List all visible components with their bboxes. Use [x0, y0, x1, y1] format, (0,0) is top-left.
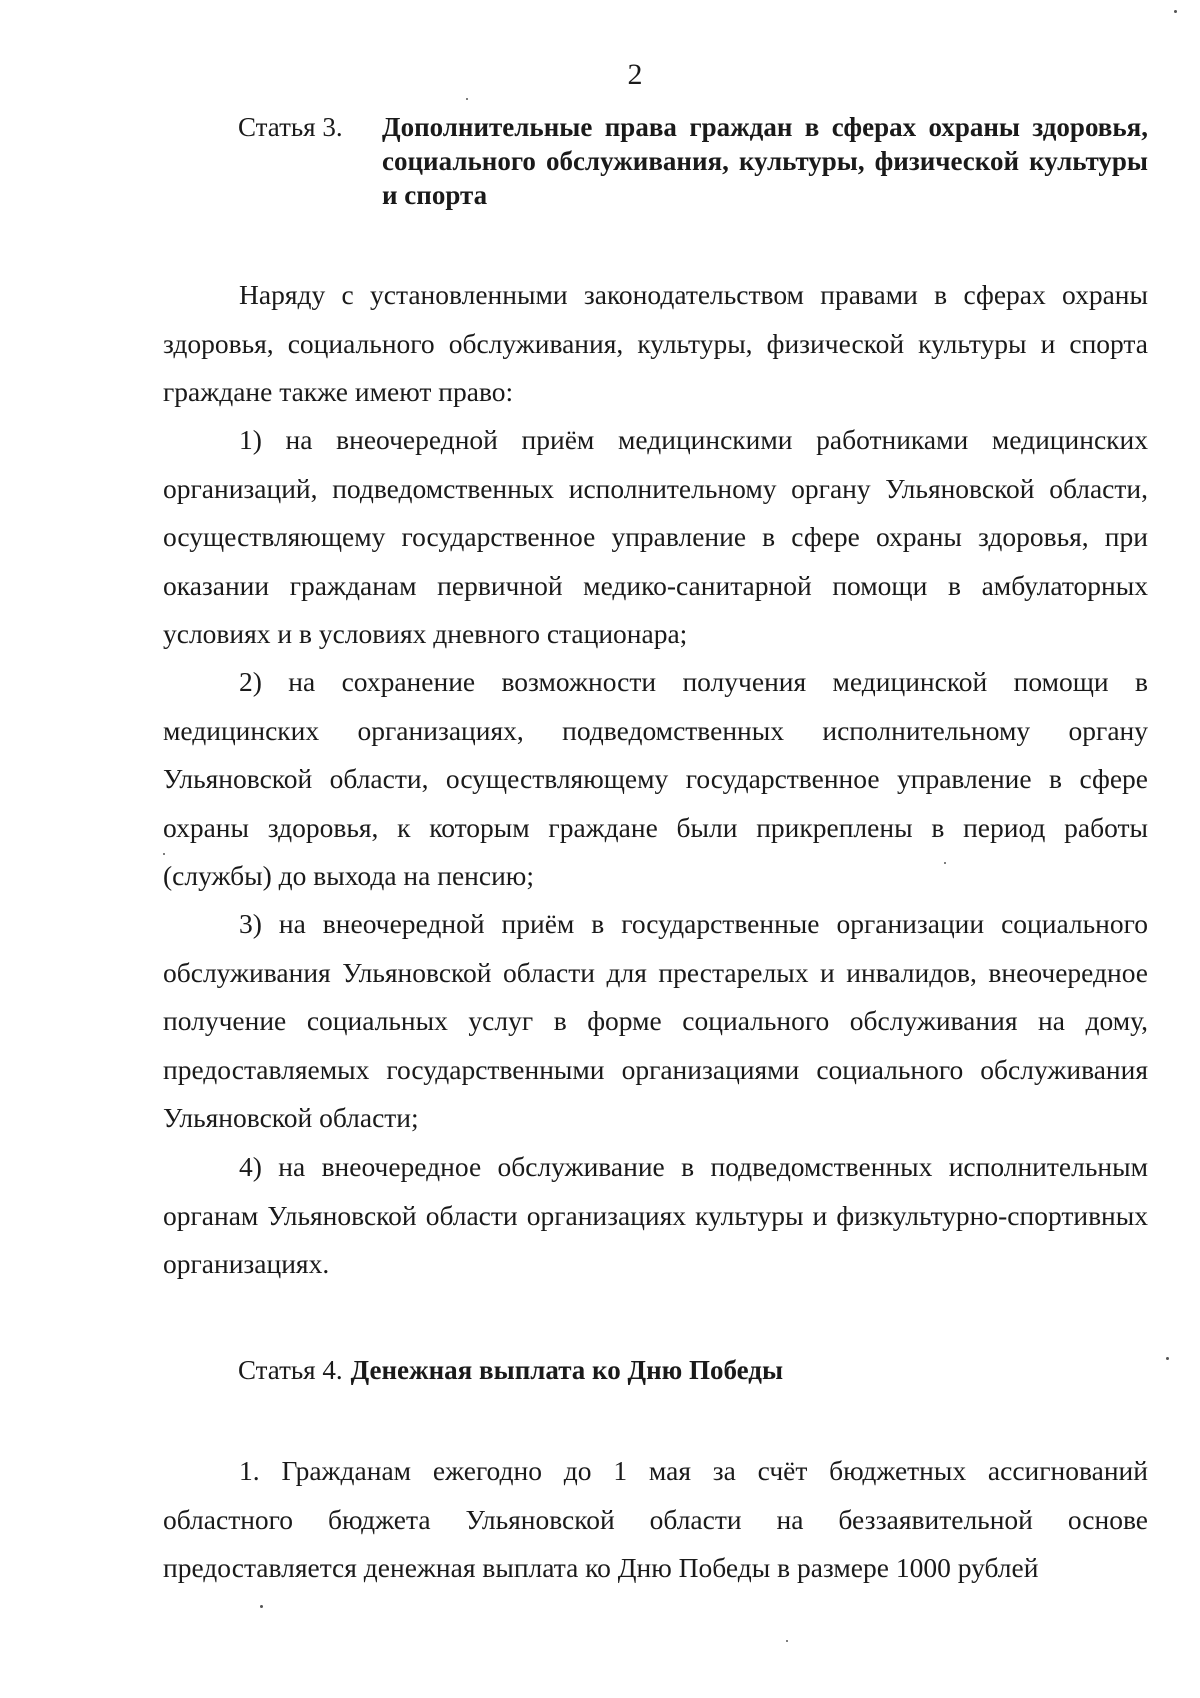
article-3-item-1: 1) на внеочередной приём медицинскими работниками медицинских организаций, подведомственных исполнительному органу Ульяновской области, осуществляющему государственное управление в сфере охраны здоровья, при оказании гражданам первичной медико-санитарной помощи в амбулаторных условиях и в условиях дневного стационара; [163, 424, 1148, 650]
scan-speck [786, 1640, 788, 1642]
article-4-heading [238, 1353, 1148, 1387]
article-4-item-1: 1. Гражданам ежегодно до 1 мая за счёт бюджетных ассигнований областного бюджета Ульяновской области на беззаявительной основе предоставляется денежная выплата ко Дню Победы в размере 1000 рублей [163, 1455, 1148, 1584]
scan-speck [163, 853, 165, 855]
page-number: 2 [627, 58, 643, 91]
scan-speck [260, 1605, 263, 1608]
scan-speck [1166, 1357, 1169, 1360]
scan-speck [1174, 10, 1177, 13]
scan-speck [944, 862, 946, 864]
article-3-item-3: 3) на внеочередной приём в государственные организации социального обслуживания Ульяновской области для престарелых и инвалидов, внеочередное получение социальных услуг в форме социального обслуживания на дому, предоставляемых государственными организациями социального обслуживания Ульяновской области; [163, 908, 1148, 1134]
article-3-number: Статья 3. [238, 112, 343, 142]
scan-speck [466, 98, 468, 100]
article-3-heading [238, 110, 1148, 212]
article-3-item-2: 2) на сохранение возможности получения медицинской помощи в медицинских организациях, подведомственных исполнительному органу Ульяновской области, осуществляющему государственное управление в сфере охраны здоровья, к которым граждане были прикреплены в период работы (службы) до выхода на пенсию; [163, 666, 1148, 892]
article-4-title: Денежная выплата ко Дню Победы [350, 1355, 784, 1385]
article-3-intro: Наряду с установленными законодательством правами в сферах охраны здоровья, социального обслуживания, культуры, физической культуры и спорта граждане также имеют право: [163, 279, 1148, 408]
article-4-number: Статья 4. [238, 1355, 343, 1385]
article-3-item-4: 4) на внеочередное обслуживание в подведомственных исполнительным органам Ульяновской области организациях культуры и физкультурно-спортивных организациях. [163, 1151, 1148, 1280]
article-3-title: Дополнительные права граждан в сферах охраны здоровья, социального обслуживания, культуры, физической культуры и спорта [382, 112, 1148, 210]
